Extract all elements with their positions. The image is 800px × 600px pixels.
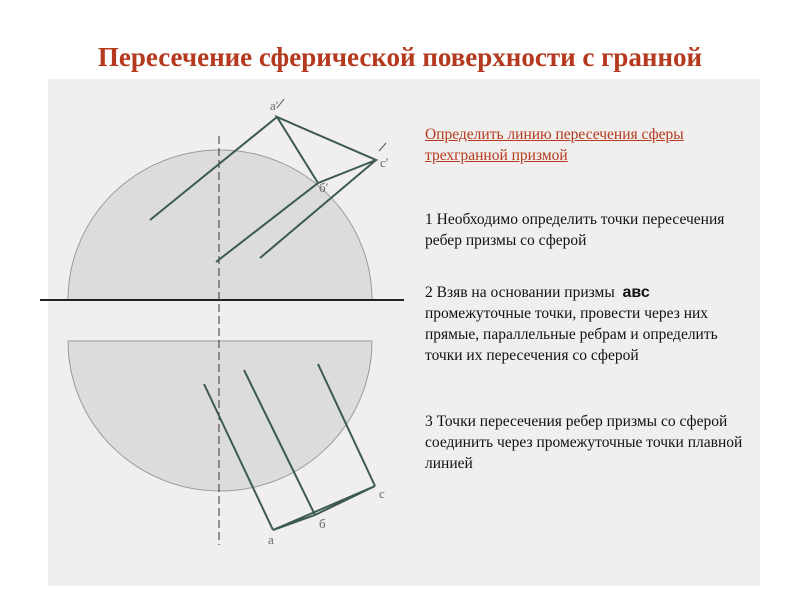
label-b-front: б′ [319,180,329,195]
label-c-front: с′ [380,155,389,170]
step-1 [425,209,755,251]
base-abc-label: авс [622,284,650,301]
sphere-front-view [68,150,372,300]
step-3: 3 Точки пересечения ребер призмы со сферой соединить через промежуточные точки плавной линией [425,413,743,472]
label-a-front: а′ [270,98,279,113]
task-heading: Определить линию пересечения сферы трехгранной призмой [425,126,684,164]
label-b-top: б [319,516,326,531]
step-2-number: 2 [425,284,433,301]
step-2 [425,282,755,366]
tick-c-front [379,143,386,151]
slide-title: Пересечение сферической поверхности с гранной [97,42,703,72]
step-1-text: Необходимо определить точки пересечения ребер призмы со сферой [425,211,725,249]
step-2-text-start: Взяв на основании призмы [432,284,623,301]
step-2-text-end: промежуточные точки, провести через них прямые, параллельные ребрам и определить точки их пересечения со сферой [425,305,718,364]
label-c-top: с [379,486,385,501]
step-1-number: 1 [425,211,433,228]
label-a-top: а [268,532,274,547]
